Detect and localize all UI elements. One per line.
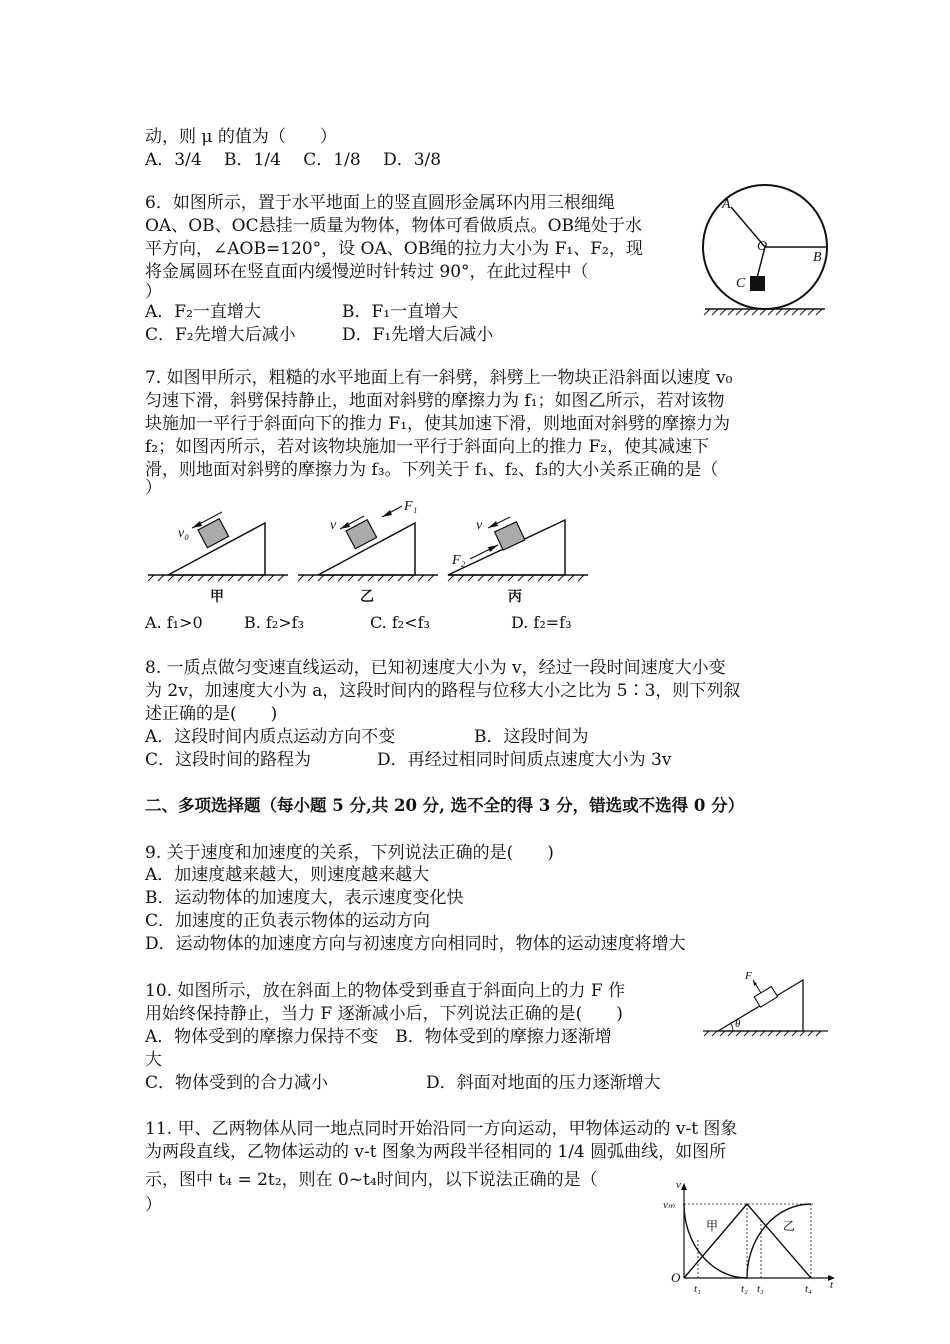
q7-incline-figures (148, 495, 598, 610)
q6-label-b: B (813, 250, 822, 265)
q7-option-a: A. f₁>0 (145, 613, 203, 632)
q7-line-5: 滑，则地面对斜劈的摩擦力为 f₃。下列关于 f₁、f₂、f₃的大小关系正确的是（ (145, 460, 719, 480)
q7-caption-jia: 甲 (210, 589, 224, 605)
q10-option-ab-cont: 大 (145, 1050, 162, 1070)
q10-line-2: 用始终保持静止，当力 F 逐渐减小后，下列说法正确的是( ) (145, 1004, 623, 1024)
q10-label-f: F (745, 970, 752, 982)
q7-label-f1: F₁ (404, 499, 418, 514)
q11-line-1: 11. 甲、乙两物体从同一地点同时开始沿同一方向运动，甲物体运动的 v-t 图象 (145, 1119, 738, 1139)
q10-option-d: D．斜面对地面的压力逐渐增大 (426, 1073, 661, 1093)
q7-line-1: 7. 如图甲所示，粗糙的水平地面上有一斜劈，斜劈上一物块正沿斜面以速度 v₀ (145, 368, 733, 388)
q7-label-v-yi: v (330, 518, 337, 533)
q6-line-1: 6．如图所示，置于水平地面上的竖直圆形金属环内用三根细绳 (145, 193, 615, 213)
q6-line-3: 平方向，∠AOB=120°，设 OA、OB绳的拉力大小为 F₁、F₂，现 (145, 239, 643, 259)
q11-label-t2: t₂ (741, 1283, 748, 1295)
q6-line-4: 将金属圆环在竖直面内缓慢逆时针转过 90°，在此过程中（ (145, 262, 589, 282)
q7-figure-bing (448, 517, 588, 605)
q9-option-c: C．加速度的正负表示物体的运动方向 (145, 911, 431, 931)
q8-line-1: 8. 一质点做匀变速直线运动，已知初速度大小为 v，经过一段时间速度大小变 (145, 658, 726, 678)
q7-label-v0: v₀ (178, 526, 190, 541)
q7-caption-bing: 丙 (508, 589, 522, 605)
q7-label-v-bing: v (476, 518, 483, 533)
q6-option-d: D．F₁先增大后减小 (342, 325, 494, 345)
q7-line-2: 匀速下滑，斜劈保持静止，地面对斜劈的摩擦力为 f₁；如图乙所示，若对该物 (145, 391, 725, 411)
q6-ring-figure (700, 190, 830, 320)
q7-option-d: D. f₂=f₃ (511, 613, 572, 632)
q6-label-a: A (722, 197, 731, 212)
q7-line-4: f₂；如图丙所示，若对该物块施加一平行于斜面向上的推力 F₂，使其减速下 (145, 437, 710, 457)
section-2-heading: 二、多项选择题（每小题 5 分,共 20 分, 选不全的得 3 分，错选或不选得 0 分） (145, 796, 745, 815)
q8-line-2: 为 2v，加速度大小为 a，这段时间内的路程与位移大小之比为 5∶3，则下列叙 (145, 681, 741, 701)
q11-line-3: 示，图中 t₄ = 2t₂，则在 0~t₄时间内，以下说法正确的是（ (145, 1170, 598, 1190)
q10-incline-figure (703, 968, 833, 1043)
q11-label-t1: t₁ (694, 1283, 701, 1295)
q9-option-b: B．运动物体的加速度大，表示速度变化快 (145, 888, 464, 908)
q11-label-yi: 乙 (783, 1219, 796, 1233)
q6-option-b: B．F₁一直增大 (342, 302, 459, 322)
q9-stem: 9. 关于速度和加速度的关系，下列说法正确的是( ) (145, 843, 554, 863)
q6-line-2: OA、OB、OC悬挂一质量为物体，物体可看做质点。OB绳处于水 (145, 216, 643, 236)
q11-line-2: 为两段直线，乙物体运动的 v-t 图象为两段半径相同的 1/4 圆弧曲线，如图所 (145, 1142, 727, 1162)
q8-option-c: C．这段时间的路程为 (145, 750, 312, 770)
q11-label-t4: t₄ (805, 1283, 812, 1295)
q11-label-t3: t₃ (757, 1283, 764, 1295)
q10-line-1: 10. 如图所示，放在斜面上的物体受到垂直于斜面向上的力 F 作 (145, 981, 626, 1001)
q8-option-a: A．这段时间内质点运动方向不变 (145, 727, 396, 747)
q10-label-theta: θ (735, 1018, 741, 1030)
q7-option-c: C. f₂<f₃ (370, 613, 430, 632)
q6-label-c: C (736, 276, 746, 291)
q11-line-4: ） (145, 1195, 162, 1215)
q6-option-c: C．F₂先增大后减小 (145, 325, 296, 345)
q5-stem-tail: 动，则 μ 的值为（ ） (145, 127, 337, 147)
q11-label-vm: vₘ (663, 1199, 675, 1211)
q11-label-v: v (676, 1179, 681, 1191)
q11-vt-graph (663, 1180, 843, 1300)
q11-label-t: t (830, 1279, 834, 1291)
q7-option-b: B. f₂>f₃ (244, 613, 305, 632)
q10-option-c: C．物体受到的合力减小 (145, 1073, 329, 1093)
q6-line-5: ） (145, 282, 162, 302)
q9-option-d: D．运动物体的加速度方向与初速度方向相同时，物体的运动速度将增大 (145, 934, 686, 954)
q11-label-o: O (671, 1270, 681, 1285)
q8-line-3: 述正确的是( ) (145, 704, 278, 724)
q7-label-f2: F₂ (452, 553, 466, 568)
q7-line-6: ） (145, 478, 162, 498)
q6-label-o: O (757, 239, 768, 254)
q8-option-d: D．再经过相同时间质点速度大小为 3v (377, 750, 672, 770)
q7-line-3: 块施加一平行于斜面向下的推力 F₁，使其加速下滑，则地面对斜劈的摩擦力为 (145, 414, 731, 434)
q7-caption-yi: 乙 (360, 589, 374, 605)
q7-figure-yi (298, 499, 438, 605)
q11-label-jia: 甲 (706, 1219, 719, 1233)
q5-options: A．3/4 B．1/4 C．1/8 D．3/8 (145, 150, 442, 170)
q8-option-b: B．这段时间为 (474, 727, 589, 747)
q10-option-ab: A．物体受到的摩擦力保持不变 B．物体受到的摩擦力逐渐增 (145, 1027, 612, 1047)
q7-figure-jia (148, 512, 288, 605)
q6-option-a: A．F₂一直增大 (145, 302, 261, 322)
q9-option-a: A．加速度越来越大，则速度越来越大 (145, 865, 430, 885)
